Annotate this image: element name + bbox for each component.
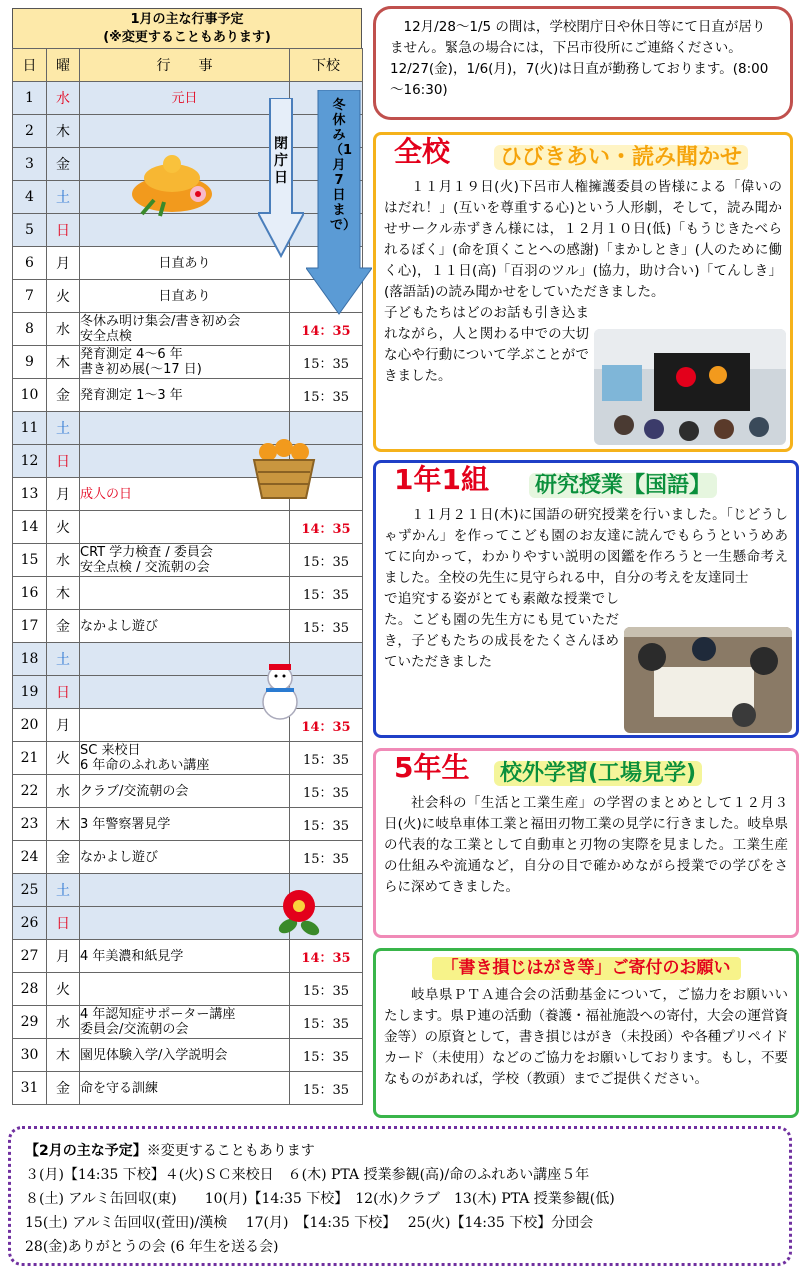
calendar-dismissal-cell: 15：35 — [290, 577, 363, 610]
calendar-day-cell: 21 — [13, 742, 47, 775]
calendar-event-cell: 4 年美濃和紙見学 — [80, 940, 290, 973]
closed-office-arrow — [258, 98, 304, 258]
header-event: 行 事 — [80, 49, 290, 82]
calendar-day-cell: 29 — [13, 1006, 47, 1039]
header-weekday: 曜 — [47, 49, 80, 82]
february-heading-line — [25, 1139, 775, 1163]
calendar-weekday-cell: 水 — [47, 313, 80, 346]
header-dismissal: 下校 — [290, 49, 363, 82]
calendar-weekday-cell: 日 — [47, 676, 80, 709]
february-heading: 【2月の主な予定】 — [25, 1143, 147, 1159]
reading-text-bottom: 子どもたちはどのお話も引き込まれながら，人と関わる中での大切な心や行動について学ぶことができました。 — [384, 305, 589, 384]
calendar-day-cell: 18 — [13, 643, 47, 676]
calendar-day-cell: 15 — [13, 544, 47, 577]
calendar-dismissal-cell: 15：35 — [290, 544, 363, 577]
calendar-row — [13, 313, 363, 346]
calendar-event-cell: 園児体験入学/入学説明会 — [80, 1039, 290, 1072]
calendar-event-cell: 日直あり — [80, 247, 290, 280]
calendar-event-cell: SC 来校日 6 年命のふれあい講座 — [80, 742, 290, 775]
february-note: ※変更することもあります — [146, 1143, 315, 1159]
calendar-day-cell: 28 — [13, 973, 47, 1006]
calendar-event-cell: 成人の日 — [80, 478, 290, 511]
calendar-weekday-cell: 金 — [47, 148, 80, 181]
lesson-title: 研究授業【国語】 — [529, 473, 717, 498]
calendar-weekday-cell: 木 — [47, 1039, 80, 1072]
calendar-weekday-cell: 水 — [47, 1006, 80, 1039]
calendar-day-cell: 26 — [13, 907, 47, 940]
calendar-event-cell — [80, 511, 290, 544]
calendar-weekday-cell: 木 — [47, 577, 80, 610]
calendar-day-cell: 10 — [13, 379, 47, 412]
calendar-event-cell — [80, 874, 290, 907]
calendar-event-cell: 元日 — [80, 82, 290, 115]
calendar-weekday-cell: 月 — [47, 709, 80, 742]
reading-text-top: １１月１９日(火)下呂市人権擁護委員の皆様による「偉いのはだれ！」(互いを尊重する心)という人形劇，そして，読み聞かせサークル赤ずきん様には，１２月１０日(低)「もうじきたべられるぼく」(命を頂くことへの感謝)「まかしとき」(人のために働く心)，１１日(高)「百羽のツル」(協力，助け合い)「てんしき」(落語話)の読み聞かせをしていただきました。 — [384, 179, 782, 300]
calendar-row — [13, 544, 363, 577]
calendar-weekday-cell: 火 — [47, 280, 80, 313]
calendar-weekday-cell: 金 — [47, 1072, 80, 1105]
calendar-event-cell: 3 年警察署見学 — [80, 808, 290, 841]
calendar-dismissal-cell: 15：35 — [290, 841, 363, 874]
closed-office-label: 閉庁日 — [274, 136, 288, 186]
calendar-dismissal-cell: 14：35 — [290, 940, 363, 973]
calendar-weekday-cell: 土 — [47, 181, 80, 214]
calendar-day-cell: 3 — [13, 148, 47, 181]
research-lesson-section — [373, 460, 799, 738]
calendar-header-row — [13, 49, 363, 82]
calendar-row — [13, 379, 363, 412]
calendar-day-cell: 30 — [13, 1039, 47, 1072]
calendar-day-cell: 17 — [13, 610, 47, 643]
calendar-title-line1: 1月の主な行事予定 — [130, 12, 244, 27]
calendar-weekday-cell: 日 — [47, 445, 80, 478]
calendar-weekday-cell: 水 — [47, 775, 80, 808]
calendar-event-cell — [80, 907, 290, 940]
calendar-row — [13, 742, 363, 775]
calendar-row — [13, 610, 363, 643]
january-calendar — [12, 8, 362, 1105]
february-schedule — [8, 1126, 792, 1266]
snowman-icon — [252, 658, 308, 726]
calendar-row — [13, 808, 363, 841]
calendar-day-cell: 19 — [13, 676, 47, 709]
calendar-day-cell: 16 — [13, 577, 47, 610]
calendar-day-cell: 22 — [13, 775, 47, 808]
calendar-row — [13, 973, 363, 1006]
calendar-day-cell: 25 — [13, 874, 47, 907]
calendar-dismissal-cell: 14：35 — [290, 313, 363, 346]
trip-text: 社会科の「生活と工業生産」の学習のまとめとして１２月３日(火)に岐阜車体工業と福田刃物工業の見学に行きました。岐阜県の代表的な工業として自動車と刃物の実際を見ました。工業生産の仕組みや流通など，自分の目で確かめながら授業での学びをさらに深めてきました。 — [384, 795, 788, 895]
calendar-weekday-cell: 木 — [47, 808, 80, 841]
calendar-weekday-cell: 水 — [47, 544, 80, 577]
calendar-day-cell: 2 — [13, 115, 47, 148]
calendar-weekday-cell: 日 — [47, 214, 80, 247]
calendar-day-cell: 5 — [13, 214, 47, 247]
calendar-row — [13, 511, 363, 544]
calendar-day-cell: 12 — [13, 445, 47, 478]
camellia-icon — [274, 882, 324, 946]
calendar-row — [13, 346, 363, 379]
calendar-dismissal-cell: 15：35 — [290, 346, 363, 379]
calendar-weekday-cell: 土 — [47, 412, 80, 445]
kagami-mochi-icon — [124, 148, 220, 224]
calendar-row — [13, 841, 363, 874]
calendar-weekday-cell: 月 — [47, 478, 80, 511]
calendar-dismissal-cell: 15：35 — [290, 742, 363, 775]
calendar-weekday-cell: 金 — [47, 379, 80, 412]
calendar-day-cell: 8 — [13, 313, 47, 346]
calendar-day-cell: 11 — [13, 412, 47, 445]
calendar-day-cell: 1 — [13, 82, 47, 115]
winter-vacation-arrow — [306, 90, 372, 316]
february-line: 15(土) アルミ缶回収(萓田)/漢検 17(月) 【14:35 下校】 25(火)【14:35 下校】分団会 — [25, 1215, 594, 1231]
calendar-row — [13, 577, 363, 610]
calendar-weekday-cell: 土 — [47, 874, 80, 907]
calendar-event-cell — [80, 973, 290, 1006]
calendar-day-cell: 27 — [13, 940, 47, 973]
calendar-event-cell: 発育測定 1～3 年 — [80, 379, 290, 412]
calendar-row — [13, 709, 363, 742]
calendar-dismissal-cell: 15：35 — [290, 1072, 363, 1105]
calendar-weekday-cell: 火 — [47, 973, 80, 1006]
calendar-weekday-cell: 月 — [47, 940, 80, 973]
reading-section — [373, 132, 793, 452]
calendar-event-cell: 発育測定 4～6 年 書き初め展(～17 日) — [80, 346, 290, 379]
puppet-show-photo — [594, 329, 786, 445]
calendar-weekday-cell: 土 — [47, 643, 80, 676]
calendar-event-cell — [80, 577, 290, 610]
calendar-row — [13, 1039, 363, 1072]
reading-tag: 全校 — [394, 135, 451, 168]
calendar-row — [13, 1006, 363, 1039]
reading-title: ひびきあい・読み聞かせ — [494, 145, 748, 170]
february-line: 28(金)ありがとうの会 (6 年生を送る会) — [25, 1239, 279, 1255]
lesson-header — [384, 463, 788, 505]
trip-tag: 5年生 — [394, 751, 470, 784]
calendar-weekday-cell: 木 — [47, 115, 80, 148]
calendar-day-cell: 9 — [13, 346, 47, 379]
calendar-event-cell: 4 年認知症サポーター講座 委員会/交流朝の会 — [80, 1006, 290, 1039]
calendar-weekday-cell: 日 — [47, 907, 80, 940]
trip-title: 校外学習(工場見学) — [494, 761, 702, 786]
calendar-day-cell: 4 — [13, 181, 47, 214]
calendar-weekday-cell: 火 — [47, 742, 80, 775]
calendar-dismissal-cell: 15：35 — [290, 610, 363, 643]
calendar-title-line2: (※変更することもあります) — [103, 30, 271, 45]
february-line: ８(土) アルミ缶回収(東) 10(月)【14:35 下校】 12(水)クラブ 13(木) PTA 授業参観(低) — [25, 1191, 615, 1207]
calendar-weekday-cell: 金 — [47, 610, 80, 643]
calendar-dismissal-cell: 15：35 — [290, 973, 363, 1006]
calendar-event-cell: 日直あり — [80, 280, 290, 313]
calendar-day-cell: 23 — [13, 808, 47, 841]
calendar-event-cell: 冬休み明け集会/書き初め会 安全点検 — [80, 313, 290, 346]
office-closure-notice — [373, 6, 793, 120]
calendar-row — [13, 1072, 363, 1105]
calendar-day-cell: 31 — [13, 1072, 47, 1105]
calendar-dismissal-cell: 15：35 — [290, 1039, 363, 1072]
pta-donation-section — [373, 948, 799, 1118]
header-day: 日 — [13, 49, 47, 82]
calendar-event-cell: なかよし遊び — [80, 610, 290, 643]
notice-text: 12月/28～1/5 の間は，学校閉庁日や休日等にて日直が居りません。緊急の場合には，下呂市役所にご連絡ください。12/27(金)，1/6(月)，7(火)は日直が勤務しております。(8:00～16:30) — [390, 19, 769, 98]
calendar-event-cell: CRT 学力検査 / 委員会 安全点検 / 交流朝の会 — [80, 544, 290, 577]
lesson-text-top: １１月２１日(木)に国語の研究授業を行いました。「じどうしゃずかん」を作ってこども園のお友達に読んでもらうというめあてに向かって，わかりやすい説明の図鑑を作ろうと一生懸命考えました。全校の先生に見守られる中，自分の考えを友達同士 — [384, 507, 788, 586]
pta-text: 岐阜県ＰＴＡ連合会の活動基金について，ご協力をお願いいたします。県Ｐ連の活動（養護・福祉施設への寄付，大会の運営資金等）の原資として，書き損じはがき（未投函）や各種プリペイドカード（未使用）などのご協力をお願いしております。もし，不要なものがあれば，学校（教頭）までご提供ください。 — [384, 987, 788, 1087]
trip-header — [384, 751, 788, 793]
calendar-event-cell: 命を守る訓練 — [80, 1072, 290, 1105]
calendar-day-cell: 24 — [13, 841, 47, 874]
lesson-tag: 1年1組 — [394, 463, 489, 496]
calendar-day-cell: 20 — [13, 709, 47, 742]
calendar-event-cell: クラブ/交流朝の会 — [80, 775, 290, 808]
calendar-weekday-cell: 水 — [47, 82, 80, 115]
calendar-row — [13, 775, 363, 808]
calendar-row — [13, 643, 363, 676]
calendar-dismissal-cell: 14：35 — [290, 511, 363, 544]
pta-header — [384, 957, 788, 985]
lesson-photo — [624, 627, 792, 733]
calendar-row — [13, 676, 363, 709]
calendar-dismissal-cell: 15：35 — [290, 379, 363, 412]
calendar-dismissal-cell: 15：35 — [290, 1006, 363, 1039]
calendar-day-cell: 13 — [13, 478, 47, 511]
field-trip-section — [373, 748, 799, 938]
pta-title: 「書き損じはがき等」ご寄付のお願い — [432, 957, 741, 980]
winter-vacation-label: 冬休み（1月7日まで） — [330, 98, 357, 233]
february-line: ３(月)【14:35 下校】４(火)ＳＣ来校日 ６(木) PTA 授業参観(高)/命のふれあい講座５年 — [25, 1167, 590, 1183]
calendar-weekday-cell: 火 — [47, 511, 80, 544]
mikan-basket-icon — [248, 436, 320, 510]
calendar-dismissal-cell: 15：35 — [290, 775, 363, 808]
calendar-weekday-cell: 木 — [47, 346, 80, 379]
calendar-weekday-cell: 金 — [47, 841, 80, 874]
calendar-dismissal-cell: 14：35 — [290, 709, 363, 742]
calendar-title — [12, 8, 362, 48]
reading-header — [384, 135, 782, 177]
lesson-text-bottom: で追究する姿がとても素敵な授業でした。こども園の先生方にも見ていただき，子どもたちの成長をたくさんほめていただきました — [384, 591, 619, 670]
calendar-weekday-cell: 月 — [47, 247, 80, 280]
calendar-event-cell: なかよし遊び — [80, 841, 290, 874]
calendar-dismissal-cell: 15：35 — [290, 808, 363, 841]
calendar-day-cell: 7 — [13, 280, 47, 313]
calendar-day-cell: 6 — [13, 247, 47, 280]
calendar-day-cell: 14 — [13, 511, 47, 544]
